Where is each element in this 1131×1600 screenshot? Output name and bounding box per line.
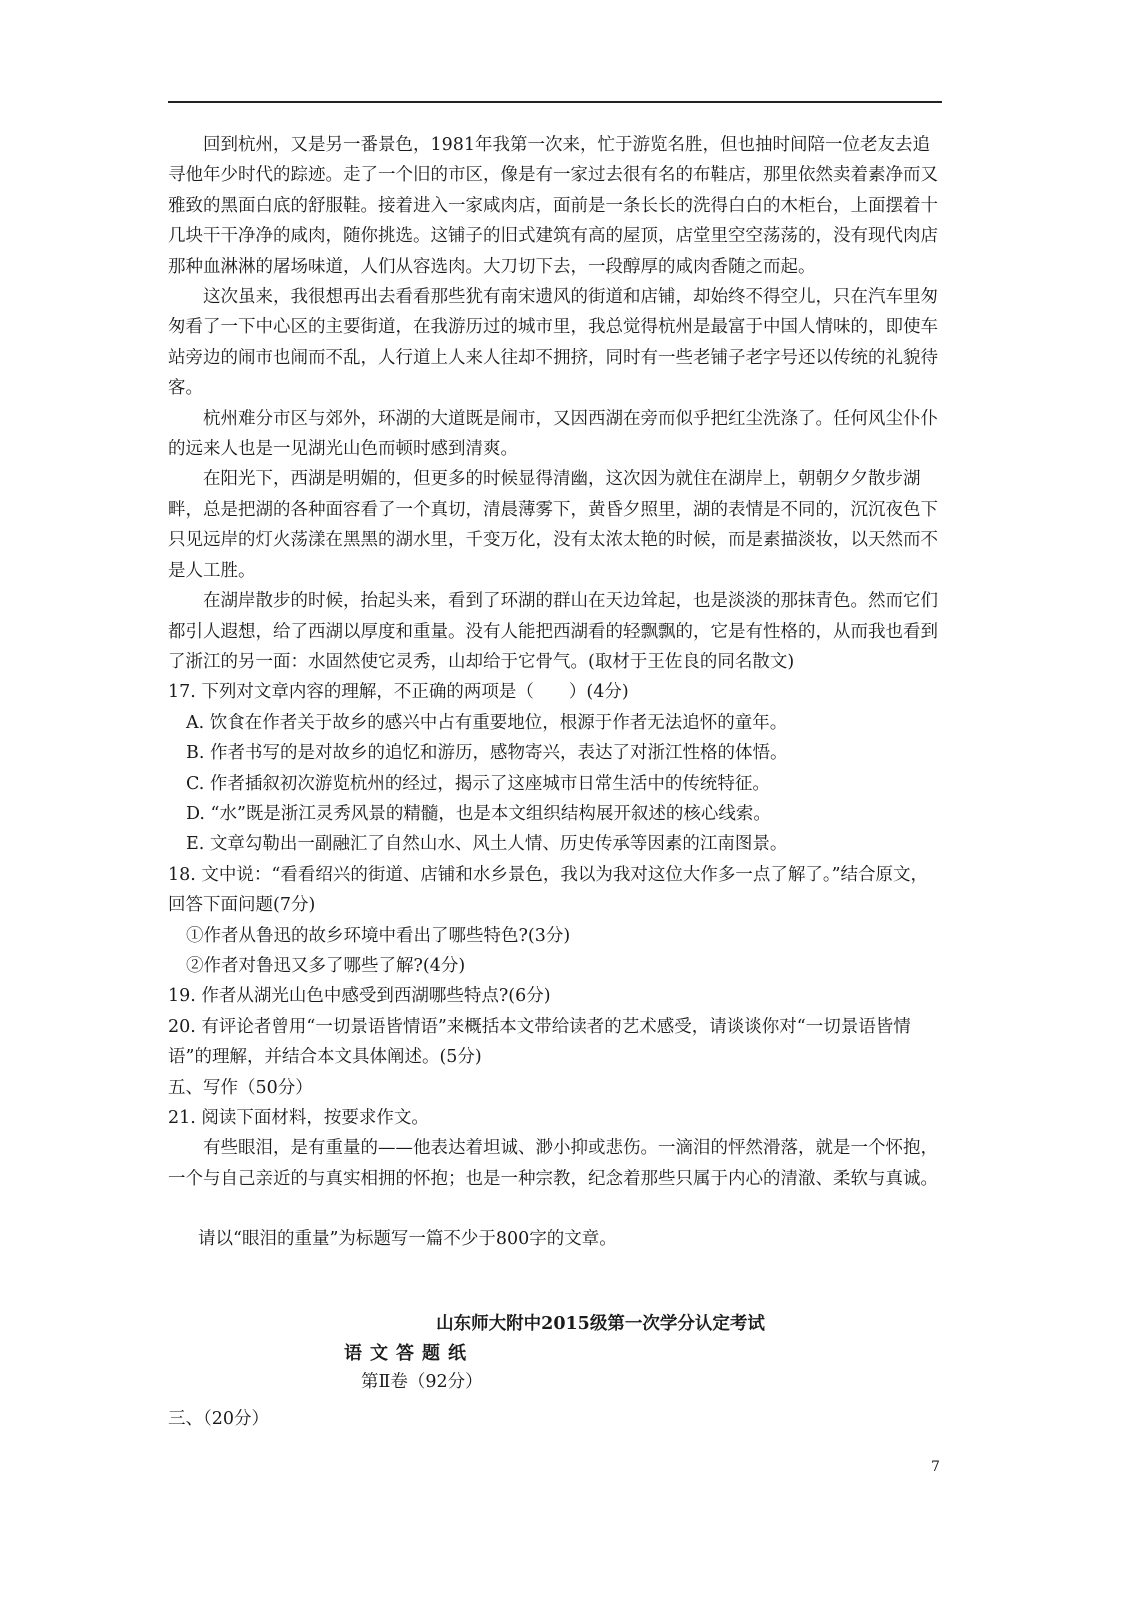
passage-paragraph-5: 在湖岸散步的时候，抬起头来，看到了环湖的群山在天边耸起，也是淡淡的那抹青色。然而它们都引人遐想，给了西湖以厚度和重量。没有人能把西湖看的轻飘飘的，它是有性格的，从而我也看到了浙江的另一面：水固然使它灵秀，山却给于它骨气。(取材于王佐良的同名散文) <box>168 591 938 672</box>
writing-section-heading: 五、写作（50分） <box>168 1077 313 1098</box>
question-18: 18. 文中说：“看看绍兴的街道、店铺和水乡景色，我以为我对这位大作多一点了解了。”结合原文，回答下面问题(7分) <box>168 864 929 916</box>
exam-content <box>168 130 943 1255</box>
answer-sheet-title: 山东师大附中2015级第一次学分认定考试 <box>436 1314 765 1334</box>
question-20: 20. 有评论者曾用“一切景语皆情语”来概括本文带给读者的艺术感受，请谈谈你对“一切景语皆情语”的理解，并结合本文具体阐述。(5分) <box>168 1016 911 1068</box>
question-18-sub-1: ①作者从鲁迅的故乡环境中看出了哪些特色?(3分) <box>186 925 571 946</box>
answer-sheet-subtitle: 语文答题纸 <box>344 1343 474 1364</box>
passage-paragraph-3: 杭州难分市区与郊外，环湖的大道既是闹市，又因西湖在旁而似乎把红尘洗涤了。任何风尘仆仆的远来人也是一见湖光山色而顿时感到清爽。 <box>168 408 938 460</box>
writing-prompt: 请以“眼泪的重量”为标题写一篇不少于800字的文章。 <box>198 1229 617 1250</box>
question-17-option-b: B. 作者书写的是对故乡的追忆和游历，感物寄兴，表达了对浙江性格的体悟。 <box>186 743 788 764</box>
passage-paragraph-4: 在阳光下，西湖是明媚的，但更多的时候显得清幽，这次因为就住在湖岸上，朝朝夕夕散步湖畔，总是把湖的各种面容看了一个真切，清晨薄雾下，黄昏夕照里，湖的表情是不同的，沉沉夜色下只见远岸的灯火荡漾在黑黑的湖水里，千变万化，没有太浓太艳的时候，而是素描淡妆，以天然而不是人工胜。 <box>168 469 938 581</box>
question-19: 19. 作者从湖光山色中感受到西湖哪些特点?(6分) <box>168 986 551 1007</box>
question-17-option-c: C. 作者插叙初次游览杭州的经过，揭示了这座城市日常生活中的传统特征。 <box>186 773 770 794</box>
answer-sheet-volume: 第Ⅱ卷（92分） <box>361 1372 483 1392</box>
question-17-option-a: A. 饮食在作者关于故乡的感兴中占有重要地位，根源于作者无法追怀的童年。 <box>186 712 788 733</box>
question-17-option-e: E. 文章勾勒出一副融汇了自然山水、风土人情、历史传承等因素的江南图景。 <box>186 834 788 855</box>
section-3-heading: 三、（20分） <box>168 1409 270 1429</box>
passage-paragraph-1: 回到杭州，又是另一番景色，1981年我第一次来，忙于游览名胜，但也抽时间陪一位老友去追寻他年少时代的踪迹。走了一个旧的市区，像是有一家过去很有名的布鞋店，那里依然卖着素净而又雅致的黑面白底的舒服鞋。接着进入一家咸肉店，面前是一条长长的洗得白白的木柜台，上面摆着十几块干干净净的咸肉，随你挑选。这铺子的旧式建筑有高的屋顶，店堂里空空荡荡的，没有现代肉店那种血淋淋的屠场味道，人们从容选肉。大刀切下去，一段醇厚的咸肉香随之而起。 <box>168 135 938 277</box>
question-21: 21. 阅读下面材料，按要求作文。 <box>168 1108 429 1128</box>
passage-paragraph-2: 这次虽来，我很想再出去看看那些犹有南宋遗风的街道和店铺，却始终不得空儿，只在汽车里匆匆看了一下中心区的主要街道，在我游历过的城市里，我总觉得杭州是最富于中国人情味的，即使车站旁边的闹市也闹而不乱，人行道上人来人往却不拥挤，同时有一些老铺子老字号还以传统的礼貌待客。 <box>168 287 938 399</box>
question-17: 17. 下列对文章内容的理解，不正确的两项是（ ）(4分) <box>168 682 629 703</box>
page-number: 7 <box>931 1459 940 1475</box>
writing-material: 有些眼泪，是有重量的——他表达着坦诚、渺小抑或悲伤。一滴泪的怦然滑落，就是一个怀抱，一个与自己亲近的与真实相拥的怀抱；也是一种宗教，纪念着那些只属于内心的清澈、柔软与真诚。 <box>168 1138 938 1189</box>
question-18-sub-2: ②作者对鲁迅又多了哪些了解?(4分) <box>186 955 466 976</box>
question-17-option-d: D. “水”既是浙江灵秀风景的精髓，也是本文组织结构展开叙述的核心线索。 <box>186 803 771 824</box>
header-rule <box>168 101 942 103</box>
